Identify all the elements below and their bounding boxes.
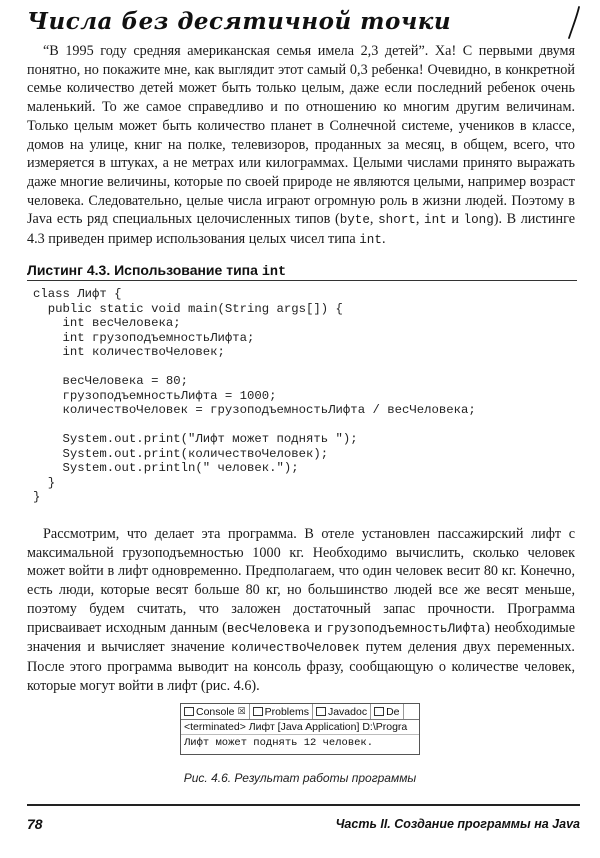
console-status: <terminated> Лифт [Java Application] D:\Progra xyxy=(181,720,419,735)
console-icon xyxy=(184,707,194,716)
javadoc-icon xyxy=(316,707,326,716)
console-tab-bar xyxy=(181,704,419,720)
var-capacity: грузоподъемностьЛифта xyxy=(326,621,486,636)
page-number: 78 xyxy=(27,816,43,832)
section-title: Числа без десятичной точки xyxy=(27,8,452,35)
var-weight: весЧеловека xyxy=(226,621,311,636)
type-int-2: int xyxy=(359,233,382,248)
type-long: long xyxy=(463,213,494,228)
listing-heading: Листинг 4.3. Использование типа int xyxy=(27,262,287,280)
console-screenshot xyxy=(180,703,420,755)
footer-divider xyxy=(27,804,580,806)
tab-javadoc[interactable]: Javadoc xyxy=(313,704,371,719)
problems-icon xyxy=(253,707,263,716)
close-icon[interactable]: ☒ xyxy=(237,706,246,716)
listing-divider xyxy=(27,280,577,281)
intro-paragraph: “В 1995 году средняя американская семья имела 2,3 детей”. Ха! С первыми двумя понятно, но покажите мне, как выглядит этот самый 0,3 ребенка! Очевидно, в конкретной семье количество детей может быть только целым, даже если последний ребенок очень маленький. То же самое справедливо и по отношению ко многим другим величинам. Только целым может быть количество планет в Солнечной системе, учеников в классе, домов на улице, книг на полке, телевизоров, проданных за месяц, в общем, всего, что измеряется в штуках, а не метрах или килограммах. Целыми числами принято выражать даже многие величины, которые по своей природе не являются целыми, например возраст человека. Следовательно, целые числа играют огромную роль в жизни людей. Поэтому в Java есть ряд специальных целочисленных типов (byte, short, int и long). В листинге 4.3 приведен пример использования целых чисел типа int. xyxy=(27,43,575,248)
explanation-paragraph: Рассмотрим, что делает эта программа. В отеле установлен пассажирский лифт с максимальной грузоподъемностью 1000 кг. Необходимо вычислить, сколько человек может войти в лифт одновременно. Предполагаем, что один человек весит 80 кг. Конечно, есть люди, которые весят больше 80 кг, но большинство людей все же весят меньше, поэтому будем считать, что заложен достаточный запас прочности. Программа присваивает исходным данным (весЧеловека и грузоподъемностьЛифта) необходимые значения и вычисляет значение количествоЧеловек путем деления двух переменных. После этого программа выводит на консоль фразу, сообщающую о количестве человек, которые могут войти в лифт (рис. 4.6). xyxy=(27,526,575,694)
var-count: количествоЧеловек xyxy=(231,641,360,656)
type-byte: byte xyxy=(339,213,370,228)
running-footer: Часть II. Создание программы на Java xyxy=(335,817,580,831)
type-int: int xyxy=(424,213,447,228)
figure-caption: Рис. 4.6. Результат работы программы xyxy=(183,771,417,785)
tab-problems[interactable]: Problems xyxy=(250,704,313,719)
console-output: Лифт может поднять 12 человек. xyxy=(184,737,374,749)
declaration-icon xyxy=(374,707,384,716)
tab-declaration[interactable]: De xyxy=(371,704,403,719)
code-listing: class Лифт { public static void main(String args[]) { int весЧеловека; int грузоподъемностьЛифта; int количествоЧеловек; весЧеловека = 80; грузоподъемностьЛифта = 1000; количествоЧеловек = грузоподъемностьЛифта / весЧеловека; System.out.print("Лифт может поднять "); System.out.print(количествоЧеловек); System.out.println(" человек."); } } xyxy=(33,287,476,504)
tab-console[interactable]: Console ☒ xyxy=(181,704,250,719)
type-short: short xyxy=(378,213,416,228)
pen-stroke-mark xyxy=(566,6,582,40)
